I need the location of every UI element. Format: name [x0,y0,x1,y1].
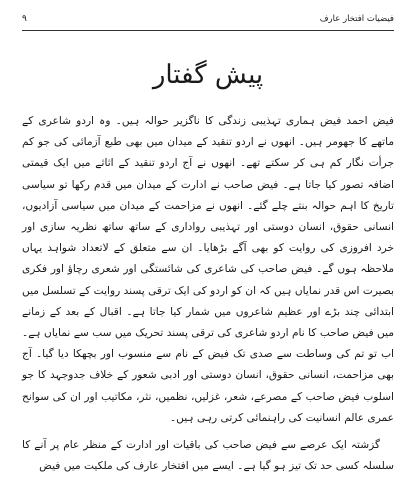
page-number: ۹ [22,14,27,24]
running-header [22,10,394,31]
paragraph: فیض احمد فیض ہماری تہذیبی زندگی کا ناگزیر حوالہ ہیں۔ وہ اردو شاعری کے ماتھے کا جھومر ہیں۔ انھوں نے اردو تنقید کے میدان میں بھی طبع آزمائی کی جو کم جرأت نگار کم ہی کر سکتے تھے۔ انھوں نے آج اردو تنقید کے اثاثے میں ایک قیمتی اضافہ تصور کیا جاتا ہے۔ فیض صاحب نے ادارت کے میدان میں قدم رکھا تو سیاسی تاریخ کا اہم حوالہ بنتے چلے گئے۔ انھوں نے مزاحمت کے میدان میں سیاسی آزادیوں، انسانی حقوق، انسان دوستی اور تہذیبی رواداری کے ساتھ ساتھ نظریہ سازی اور خرد افروزی کی روایت کو بھی آگے بڑھایا۔ ان سے متعلق کے لاتعداد شواہد یہاں ملاحظہ ہوں گے۔ فیض صاحب کی شاعری کی شائستگی اور شعری رچاؤ اور فکری بصیرت اس قدر نمایاں ہیں کہ ان کو اردو کی ایک ترقی پسند روایت کے تسلسل میں ابتدائی چند بڑے اور عظیم شاعروں میں شمار کیا جاتا ہے۔ اقبال کے بعد کے زمانے میں فیض صاحب کا نام اردو شاعری کی ترقی پسند تحریک میں سب سے نمایاں ہے۔ اب تو تم کی وساطت سے صدی تک فیض کے نام سے منسوب اور بچھکا دیا گیا۔ آج بھی مزاحمت، انسانی حقوق، انسان دوستی اور ادبی شعور کے خلاف جدوجہد کا جو اسلوب فیض صاحب کے مصرعے، شعر، غزلیں، نظمیں، نثر، مکاتیب اور ان کی سوانح عمری عالم انسانیت کی راہنمائی کرتی رہی ہیں۔ [22,115,394,424]
body-text [22,111,394,477]
paragraph: گزشتہ ایک عرصے سے فیض صاحب کی باقیات اور ادارت کے منظر عام پر آنے کا سلسلہ کسی حد تک تیز ہو گیا ہے۔ ایسے میں افتخار عارف کی ملکیت میں فیض [22,439,394,473]
chapter-title: پیش گفتار [152,60,264,90]
running-title: فیضیات افتخار عارف [319,14,394,24]
